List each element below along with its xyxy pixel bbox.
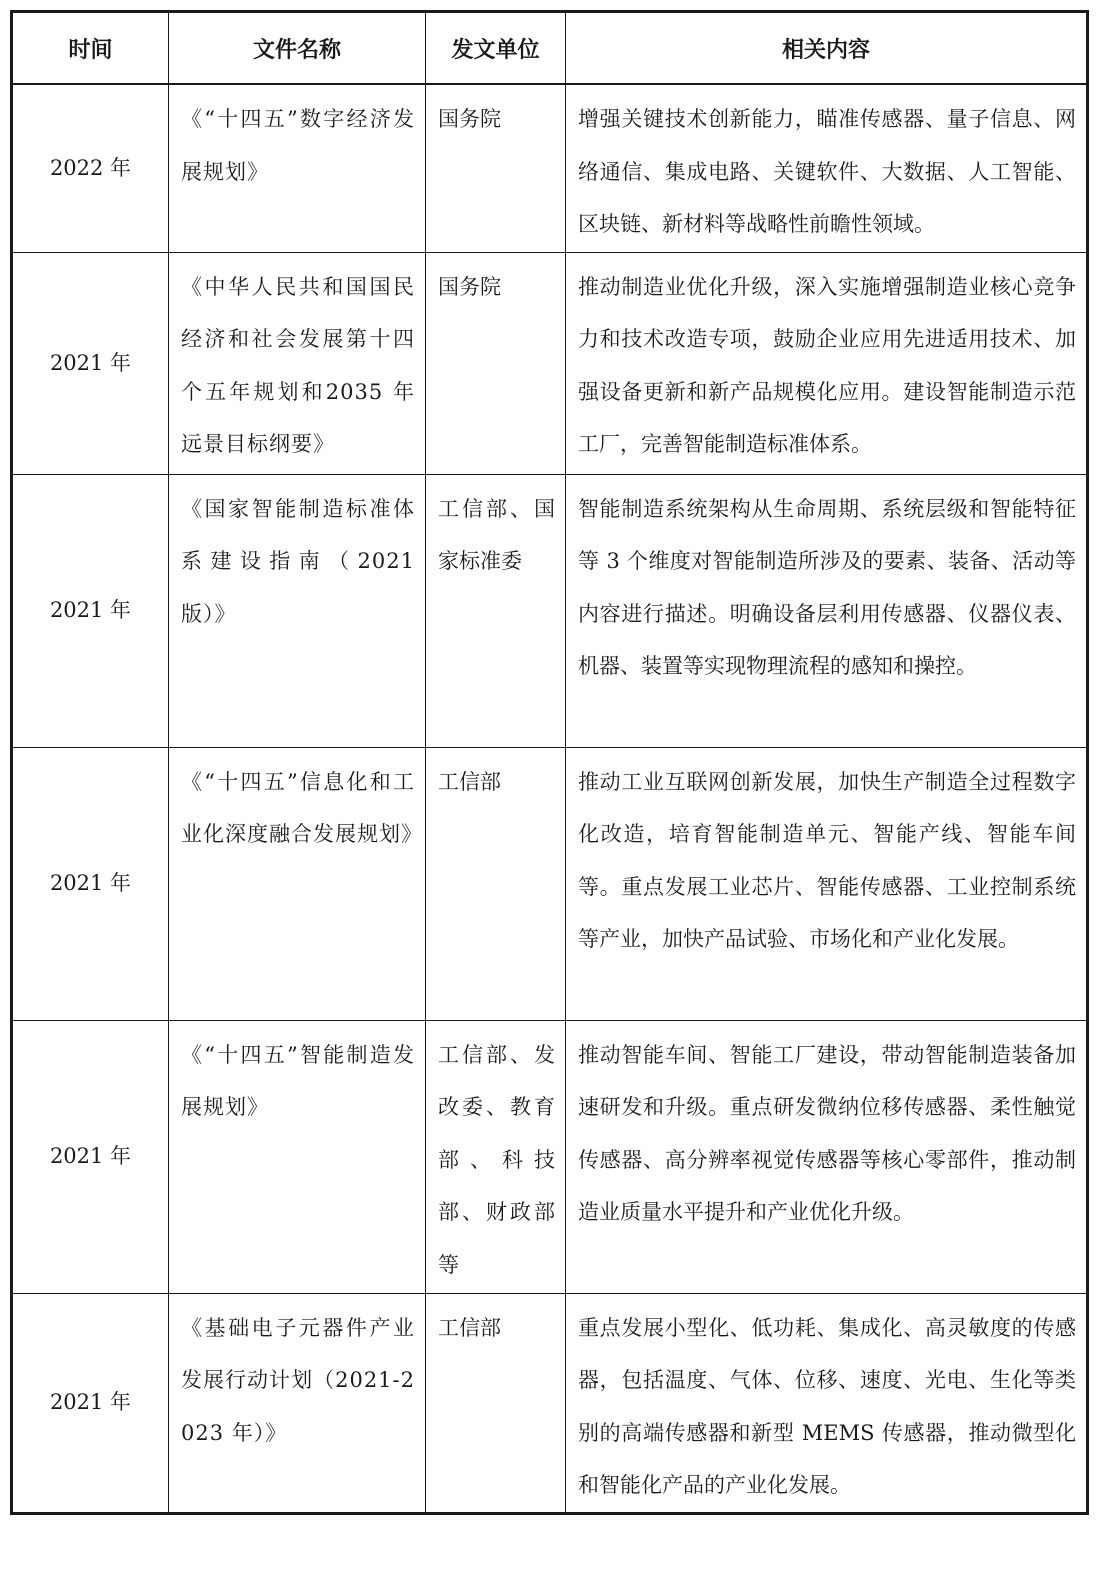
header-time: 时间 <box>12 12 169 85</box>
cell-unit: 工信部、国家标准委 <box>426 474 566 747</box>
table-header <box>12 12 1088 85</box>
table-row <box>12 1020 1088 1293</box>
table-row <box>12 747 1088 1020</box>
cell-unit: 工信部 <box>426 1293 566 1513</box>
policy-table <box>10 10 1089 1515</box>
cell-content: 推动制造业优化升级，深入实施增强制造业核心竞争力和技术改造专项，鼓励企业应用先进适用技术、加强设备更新和新产品规模化应用。建设智能制造示范工厂，完善智能制造标准体系。 <box>566 252 1088 474</box>
cell-name: 《“十四五”数字经济发展规划》 <box>169 84 426 252</box>
cell-name: 《中华人民共和国国民经济和社会发展第十四个五年规划和2035 年远景目标纲要》 <box>169 252 426 474</box>
header-unit: 发文单位 <box>426 12 566 85</box>
table-row <box>12 252 1088 474</box>
cell-name: 《国家智能制造标准体系建设指南（2021 版）》 <box>169 474 426 747</box>
table-row <box>12 474 1088 747</box>
header-name: 文件名称 <box>169 12 426 85</box>
cell-content: 重点发展小型化、低功耗、集成化、高灵敏度的传感器，包括温度、气体、位移、速度、光电、生化等类别的高端传感器和新型 MEMS 传感器，推动微型化和智能化产品的产业化发展。 <box>566 1293 1088 1513</box>
cell-content: 推动智能车间、智能工厂建设，带动智能制造装备加速研发和升级。重点研发微纳位移传感器、柔性触觉传感器、高分辨率视觉传感器等核心零部件，推动制造业质量水平提升和产业优化升级。 <box>566 1020 1088 1293</box>
cell-unit: 国务院 <box>426 84 566 252</box>
cell-time: 2022 年 <box>12 84 169 252</box>
cell-name: 《基础电子元器件产业发展行动计划（2021-2023 年）》 <box>169 1293 426 1513</box>
header-content: 相关内容 <box>566 12 1088 85</box>
cell-unit: 工信部 <box>426 747 566 1020</box>
cell-time: 2021 年 <box>12 747 169 1020</box>
cell-time: 2021 年 <box>12 1020 169 1293</box>
table-body <box>12 84 1088 1513</box>
cell-content: 推动工业互联网创新发展，加快生产制造全过程数字化改造，培育智能制造单元、智能产线、智能车间等。重点发展工业芯片、智能传感器、工业控制系统等产业，加快产品试验、市场化和产业化发展。 <box>566 747 1088 1020</box>
cell-time: 2021 年 <box>12 252 169 474</box>
cell-name: 《“十四五”信息化和工业化深度融合发展规划》 <box>169 747 426 1020</box>
table-row <box>12 84 1088 252</box>
cell-name: 《“十四五”智能制造发展规划》 <box>169 1020 426 1293</box>
cell-unit: 工信部、发改委、教育部、科技部、财政部等 <box>426 1020 566 1293</box>
table-row <box>12 1293 1088 1513</box>
cell-content: 智能制造系统架构从生命周期、系统层级和智能特征等 3 个维度对智能制造所涉及的要素、装备、活动等内容进行描述。明确设备层利用传感器、仪器仪表、机器、装置等实现物理流程的感知和操控。 <box>566 474 1088 747</box>
cell-content: 增强关键技术创新能力，瞄准传感器、量子信息、网络通信、集成电路、关键软件、大数据、人工智能、区块链、新材料等战略性前瞻性领域。 <box>566 84 1088 252</box>
cell-time: 2021 年 <box>12 474 169 747</box>
cell-time: 2021 年 <box>12 1293 169 1513</box>
cell-unit: 国务院 <box>426 252 566 474</box>
header-row <box>12 12 1088 85</box>
